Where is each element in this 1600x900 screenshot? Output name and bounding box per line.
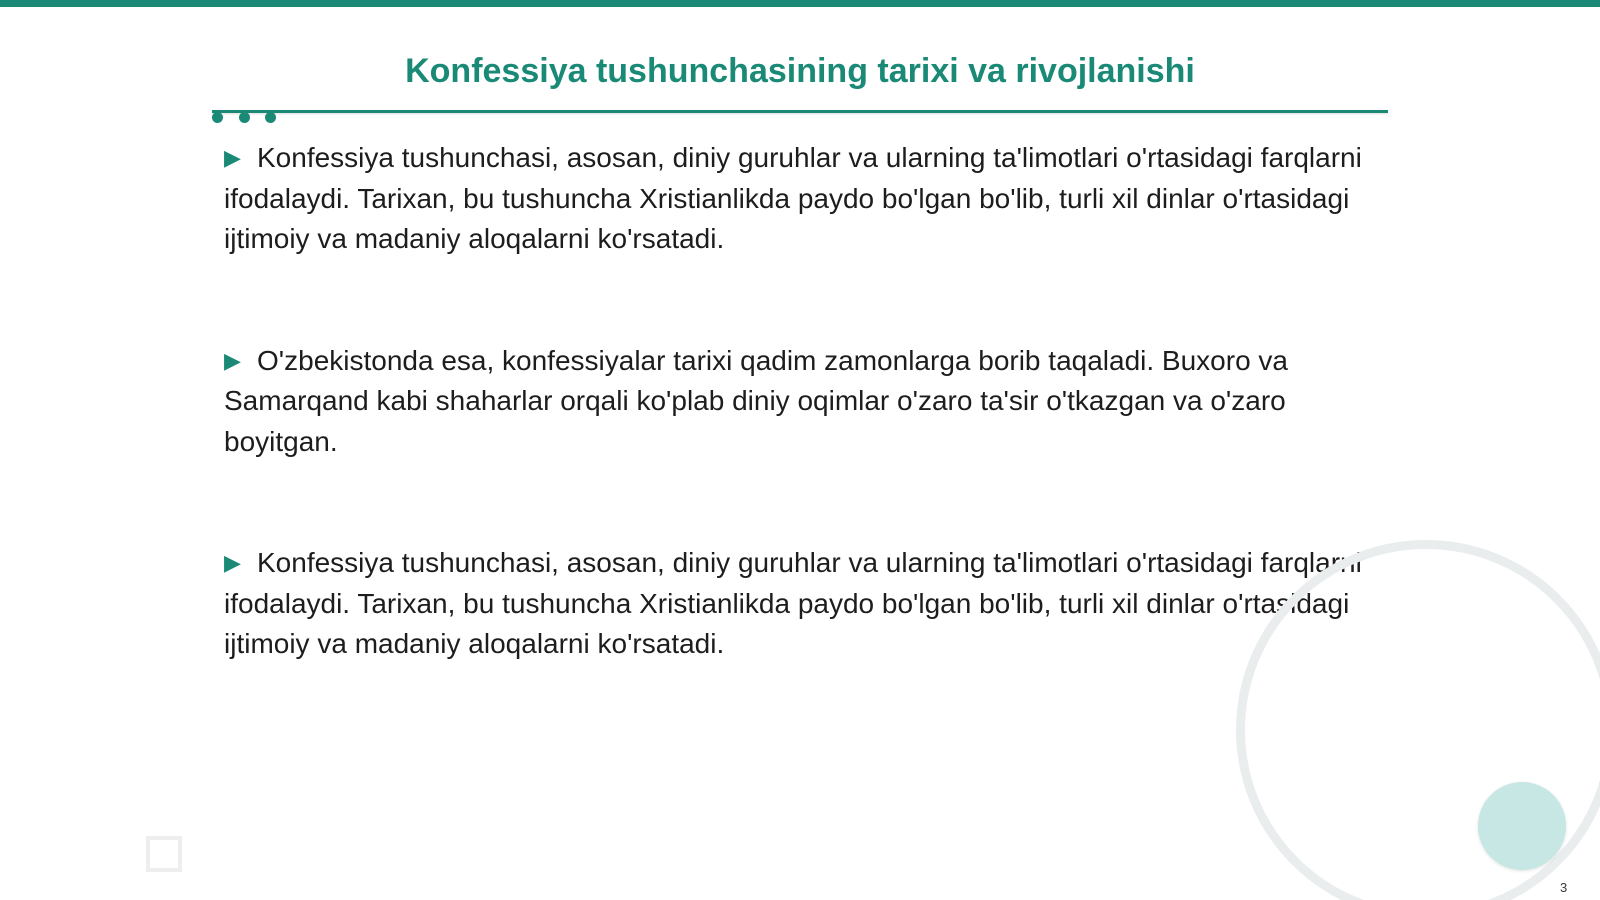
decorative-dot (265, 112, 276, 123)
decorative-dot (239, 112, 250, 123)
bullet-text: O'zbekistonda esa, konfessiyalar tarixi qadim zamonlarga borib taqaladi. Buxoro va Samarqand kabi shaharlar orqali ko'plab diniy oqimlar o'zaro ta'sir o'tkazgan va o'zaro boyitgan. (224, 344, 1288, 457)
triangle-right-icon: ▶ (224, 347, 241, 373)
slide-number: 3 (1560, 880, 1568, 895)
triangle-right-icon: ▶ (224, 550, 241, 575)
decorative-dot (212, 112, 223, 123)
slide-title: Konfessiya tushunchasining tarixi va rivojlanishi (405, 52, 1195, 90)
bullet-text: Konfessiya tushunchasi, asosan, diniy guruhlar va ularning ta'limotlari o'rtasidagi farqlarni ifodalaydi. Tarixan, bu tushuncha Xristianlikda paydo bo'lgan bo'lib, turli xil dinlar o'rtasidagi ijtimoiy va madaniy aloqalarni ko'rsatadi. (224, 547, 1362, 659)
bullet-item (224, 543, 1384, 665)
title-underline (212, 110, 1388, 113)
decorative-square (146, 836, 182, 872)
top-accent-bar (0, 0, 1600, 7)
bullet-list (224, 138, 1384, 665)
bullet-item (224, 138, 1384, 260)
bullet-text: Konfessiya tushunchasi, asosan, diniy guruhlar va ularning ta'limotlari o'rtasidagi farqlarni ifodalaydi. Tarixan, bu tushuncha Xristianlikda paydo bo'lgan bo'lib, turli xil dinlar o'rtasidagi ijtimoiy va madaniy aloqalarni ko'rsatadi. (224, 142, 1362, 254)
decorative-circle (1478, 782, 1566, 870)
bullet-item (224, 341, 1384, 463)
triangle-right-icon: ▶ (224, 145, 241, 170)
